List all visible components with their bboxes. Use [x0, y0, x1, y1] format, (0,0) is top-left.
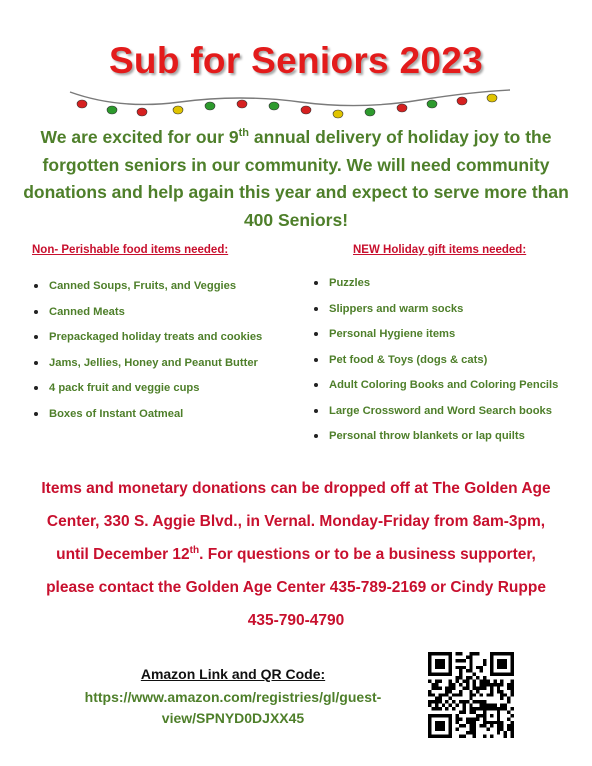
light-bulb-icon: [77, 100, 87, 108]
list-item: Large Crossword and Word Search books: [312, 404, 558, 430]
intro-text-2: annual delivery of holiday joy to the forgotten seniors in our community. We will need community donations and help again this year and expect to serve more than 400 Seniors!: [23, 127, 569, 230]
dropoff-text-1: Items and monetary donations can be dropped off at The Golden Age Center, 330 S. Aggie Blvd., in Vernal. Monday-Friday from 8am-3pm, until December 12: [41, 480, 551, 563]
dropoff-ordinal: th: [189, 544, 200, 556]
list-item: Personal Hygiene items: [312, 327, 558, 353]
intro-ordinal: th: [238, 127, 250, 140]
light-bulb-icon: [427, 100, 437, 108]
light-bulb-icon: [301, 106, 311, 114]
light-bulb-icon: [269, 102, 279, 110]
list-item: Adult Coloring Books and Coloring Pencils: [312, 378, 558, 404]
light-bulb-icon: [205, 102, 215, 110]
amazon-registry-link[interactable]: https://www.amazon.com/registries/gl/guest-view/SPNYD0DJXX45: [84, 689, 382, 726]
light-bulb-icon: [137, 108, 147, 116]
intro-paragraph: [22, 124, 570, 234]
list-item: Puzzles: [312, 276, 558, 302]
amazon-heading: Amazon Link and QR Code:: [140, 666, 326, 682]
holiday-lights-icon: [60, 84, 520, 124]
light-bulb-icon: [107, 106, 117, 114]
qr-code-icon[interactable]: [428, 652, 514, 738]
light-bulb-icon: [487, 94, 497, 102]
intro-text-1: We are excited for our 9: [40, 127, 239, 147]
light-bulb-icon: [397, 104, 407, 112]
list-item: Pet food & Toys (dogs & cats): [312, 353, 558, 379]
food-heading: Non- Perishable food items needed:: [32, 244, 229, 256]
gifts-heading: NEW Holiday gift items needed:: [353, 244, 527, 256]
light-bulb-icon: [365, 108, 375, 116]
dropoff-paragraph: [30, 472, 562, 637]
list-item: Canned Soups, Fruits, and Veggies: [32, 279, 262, 305]
list-item: Prepackaged holiday treats and cookies: [32, 330, 262, 356]
list-item: Canned Meats: [32, 305, 262, 331]
page-title: Sub for Seniors 2023: [108, 40, 484, 81]
food-list: [32, 279, 262, 432]
list-item: Boxes of Instant Oatmeal: [32, 407, 262, 433]
list-item: 4 pack fruit and veggie cups: [32, 381, 262, 407]
light-bulb-icon: [333, 110, 343, 118]
list-item: Slippers and warm socks: [312, 302, 558, 328]
list-item: Jams, Jellies, Honey and Peanut Butter: [32, 356, 262, 382]
gifts-list: [312, 276, 558, 455]
light-bulb-icon: [237, 100, 247, 108]
light-bulb-icon: [457, 97, 467, 105]
dropoff-text-2: . For questions or to be a business supporter, please contact the Golden Age Center 435-789-2169 or Cindy Ruppe 435-790-4790: [46, 546, 546, 629]
list-item: Personal throw blankets or lap quilts: [312, 429, 558, 455]
light-bulb-icon: [173, 106, 183, 114]
